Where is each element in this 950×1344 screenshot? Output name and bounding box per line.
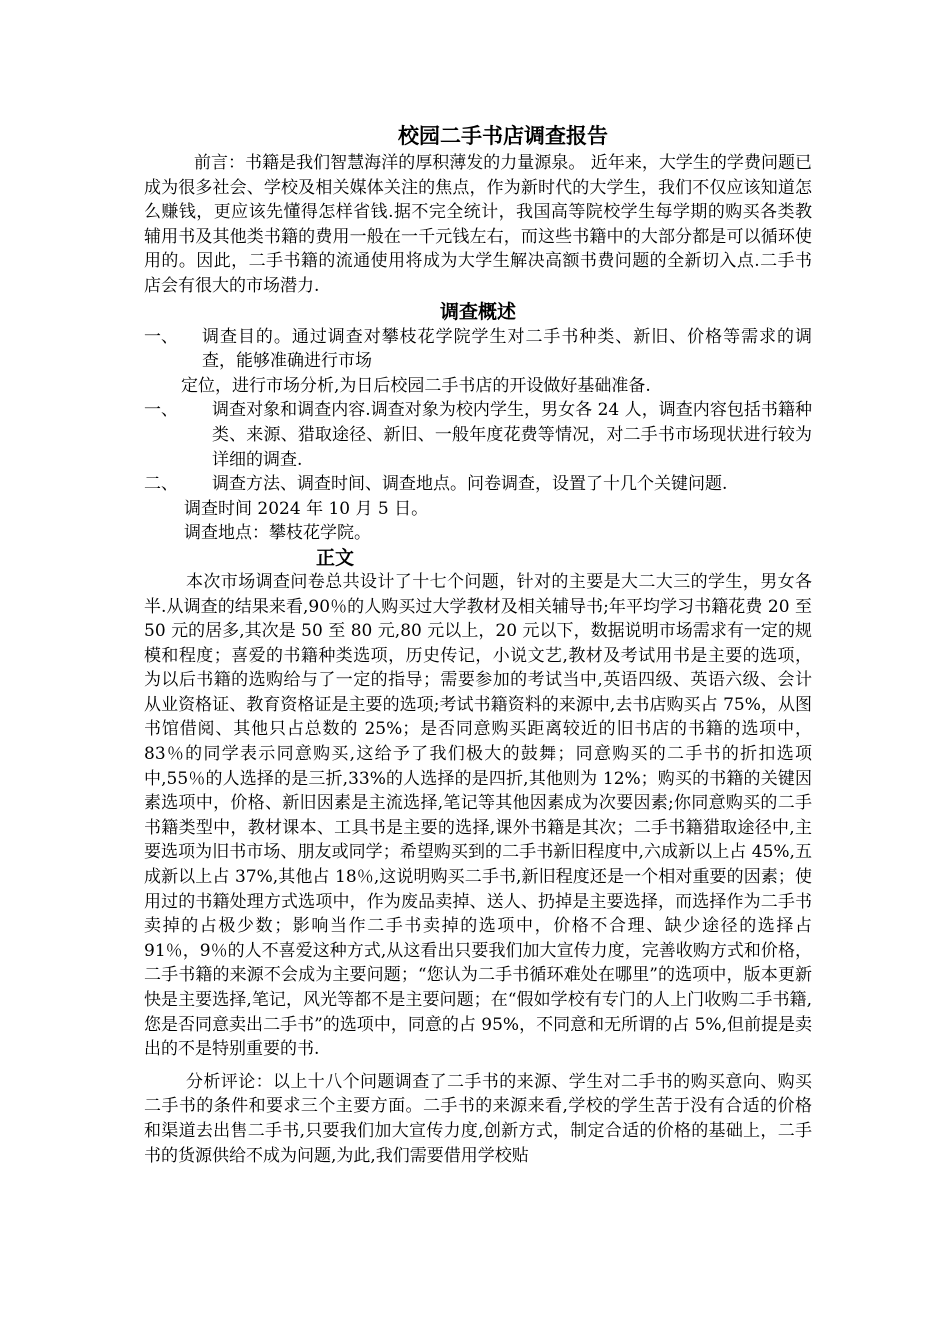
document-page [144, 121, 812, 1168]
list-number: 二、 [144, 474, 178, 495]
survey-place: 调查地点：攀枝花学院。 [184, 523, 371, 544]
preface-paragraph: 前言：书籍是我们智慧海洋的厚积薄发的力量源泉。 近年来，大学生的学费问题已成为很多社会、学校及相关媒体关注的焦点，作为新时代的大学生，我们不仅应该知道怎么赚钱，更应该先懂得怎样省钱.据不完全统计，我国高等院校学生每学期的购买各类教辅用书及其他类书籍的费用一般在一千元钱左右，而这些书籍中的大部分都是可以循环使用的。因此，二手书籍的流通使用将成为大学生解决高额书费问题的全新切入点.二手书店会有很大的市场潜力. [144, 153, 812, 296]
list-item-subject [144, 398, 812, 472]
list-text: 调查对象和调查内容.调查对象为校内学生，男女各 24 人，调查内容包括书籍种类、来源、猎取途径、新旧、一般年度花费等情况，对二手书市场现状进行较为详细的调查. [212, 400, 812, 470]
list-text: 调查目的。通过调查对攀枝花学院学生对二手书种类、新旧、价格等需求的调查，能够准确进行市场 [202, 326, 812, 372]
list-text: 调查方法、调查时间、调查地点。问卷调查，设置了十几个关键问题. [212, 474, 728, 495]
main-heading: 正文 [316, 546, 355, 569]
survey-time: 调查时间 2024 年 10 月 5 日。 [184, 498, 429, 519]
list-continuation: 定位，进行市场分析,为日后校园二手书店的开设做好基础准备. [181, 375, 651, 396]
list-item-purpose [144, 325, 812, 374]
list-item-method [144, 472, 812, 497]
overview-heading: 调查概述 [439, 300, 516, 323]
list-number: 一、 [144, 326, 178, 347]
list-number: 一、 [144, 400, 178, 421]
body-paragraph: 本次市场调查问卷总共设计了十七个问题，针对的主要是大二大三的学生，男女各半.从调查的结果来看,90％的人购买过大学教材及相关辅导书;年平均学习书籍花费 20 至 50 元的居多,其次是 50 至 80 元,80 元以上，20 元以下，数据说明市场需求有一定的规模和程度；喜爱的书籍种类选项，历史传记，小说文艺,教材及考试用书是主要的选项，为以后书籍的选购给与了一定的指导；需要参加的考试当中,英语四级、英语六级、会计从业资格证、教育资格证是主要的选项;考试书籍资料的来源中,去书店购买占 75%，从图书馆借阅、其他只占总数的 25%；是否同意购买距离较近的旧书店的书籍的选项中，83％的同学表示同意购买,这给予了我们极大的鼓舞；同意购买的二手书的折扣选项中,55％的人选择的是三折,33%的人选择的是四折,其他则为 12%；购买的书籍的关键因素选项中，价格、新旧因素是主流选择,笔记等其他因素成为次要因素;你同意购买的二手书籍类型中，教材课本、工具书是主要的选择,课外书籍是其次；二手书籍猎取途径中,主要选项为旧书市场、朋友或同学；希望购买到的二手书新旧程度中,六成新以上占 45%,五成新以上占 37%,其他占 18％,这说明购买二手书,新旧程度还是一个相对重要的因素；使用过的书籍处理方式选项中，作为废品卖掉、送人、扔掉是主要选择，而选择作为二手书卖掉的占极少数；影响当作二手书卖掉的选项中，价格不合理、缺少途径的选择占 91％，9％的人不喜爱这种方式,从这看出只要我们加大宣传力度，完善收购方式和价格，二手书籍的来源不会成为主要问题；“您认为二手书循环难处在哪里”的选项中，版本更新快是主要选择,笔记，风光等都不是主要问题；在“假如学校有专门的人上门收购二手书籍,您是否同意卖出二手书”的选项中，同意的占 95%，不同意和无所谓的占 5%,但前提是卖出的不是特别重要的书. [144, 571, 812, 1060]
analysis-paragraph: 分析评论：以上十八个问题调查了二手书的来源、学生对二手书的购买意向、购买二手书的条件和要求三个主要方面。二手书的来源来看,学校的学生苦于没有合适的价格和渠道去出售二手书,只要我们加大宣传力度,创新方式，制定合适的价格的基础上，二手书的货源供给不成为问题,为此,我们需要借用学校贴 [144, 1071, 812, 1166]
report-title: 校园二手书店调查报告 [398, 123, 608, 148]
